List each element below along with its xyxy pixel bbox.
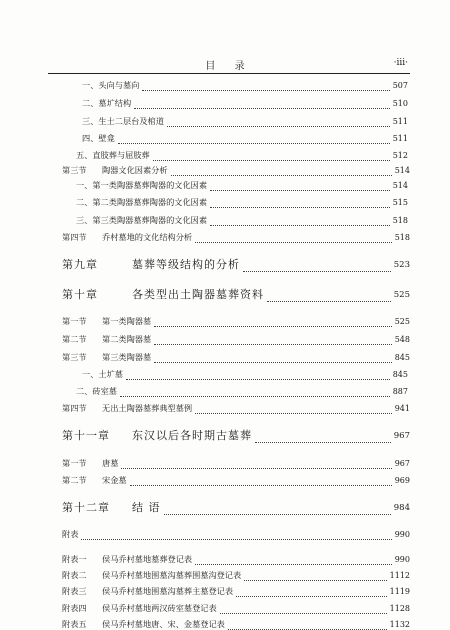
toc-entry-prefix: 附表四 (62, 603, 87, 613)
toc-entry-label (62, 403, 192, 414)
toc-leader-dots (244, 573, 386, 581)
toc-entry-title: 陶器文化因素分析 (102, 165, 168, 175)
toc-entry-page: 990 (394, 555, 410, 564)
toc-entry (76, 180, 408, 191)
toc-leader-dots (118, 136, 390, 144)
toc-entry-title: 墓葬等级结构的分析 (132, 258, 240, 271)
toc-leader-dots (130, 478, 392, 486)
toc-entry-page: 887 (392, 387, 408, 396)
toc-entry-page: 511 (392, 117, 408, 126)
toc-entry-label (62, 570, 241, 581)
toc-entry-title: 唐墓 (102, 458, 119, 468)
toc-entry-page: 1112 (389, 571, 410, 580)
toc-entry-title: 各类型出土陶器墓葬资料 (132, 288, 264, 301)
toc-leader-dots (195, 557, 392, 565)
toc-leader-dots (171, 168, 392, 176)
toc-entry (82, 116, 408, 127)
toc-entry-title: 附表 (62, 529, 79, 539)
toc-entry-page: 512 (392, 151, 408, 160)
toc-leader-dots (154, 319, 392, 327)
toc-entry-label (62, 586, 233, 597)
toc-entry (62, 316, 410, 327)
toc-entry (62, 501, 410, 515)
toc-entry-title: 一、第一类陶器墓葬陶器的文化因素 (76, 180, 208, 190)
toc-leader-dots (236, 589, 387, 597)
toc-entry-prefix: 第三节 (62, 165, 87, 175)
toc-entry-page: 514 (392, 181, 408, 190)
toc-entry (62, 334, 410, 345)
toc-entry-label (62, 352, 151, 363)
toc-leader-dots (154, 355, 392, 363)
toc-entry-label (62, 458, 118, 469)
toc-entry-page: 969 (394, 476, 410, 485)
toc-entry-prefix: 第二节 (62, 334, 87, 344)
toc-entry (62, 619, 410, 630)
toc-leader-dots (134, 101, 390, 109)
toc-leader-dots (210, 218, 390, 226)
toc-entry-label (62, 619, 225, 630)
toc-entry-label (62, 334, 151, 345)
toc-entry (82, 133, 408, 144)
toc-entry-label (76, 180, 207, 191)
toc-entry (62, 352, 410, 363)
toc-entry (62, 586, 410, 597)
header-page-number: ·iii· (393, 58, 408, 68)
toc-entry-prefix: 第四节 (62, 403, 87, 413)
toc-entry-page: 518 (394, 233, 410, 242)
toc-entry-prefix: 第十章 (62, 288, 98, 301)
toc-entry-page: 967 (394, 459, 410, 468)
toc-entry-page: 507 (392, 81, 408, 90)
toc-entry-title: 乔村墓地的文化结构分析 (102, 232, 193, 242)
toc-entry (62, 554, 410, 565)
toc-entry-prefix: 第二节 (62, 475, 87, 485)
toc-entry-label (62, 501, 161, 515)
toc-entry (62, 232, 410, 243)
toc-entry (62, 288, 410, 302)
toc-leader-dots (267, 294, 391, 302)
toc-entry-page: 990 (394, 530, 410, 539)
toc-entry (62, 403, 410, 414)
toc-entry-prefix: 第一节 (62, 458, 87, 468)
toc-entry-title: 侯马乔村墓地两汉砖室墓登记表 (102, 603, 217, 613)
toc-entry-prefix: 附表五 (62, 619, 87, 629)
toc-entry-page: 941 (394, 404, 410, 413)
toc-entry-title: 二、墓圹结构 (82, 98, 132, 108)
toc-entry-label (62, 258, 240, 272)
toc-entry-page: 845 (392, 370, 408, 379)
toc-entry (76, 386, 408, 397)
toc-entry-title: 宋金墓 (102, 475, 127, 485)
toc-entry-label (82, 116, 164, 127)
toc-entry (62, 570, 410, 581)
toc-entry (82, 98, 408, 109)
toc-entry (62, 165, 410, 176)
toc-entry-title: 二、砖室墓 (76, 386, 117, 396)
toc-leader-dots (81, 532, 391, 540)
toc-leader-dots (220, 606, 387, 614)
toc-leader-dots (153, 153, 390, 161)
toc-entry-title: 东汉以后各时期古墓葬 (132, 429, 252, 442)
toc-entry-page: 523 (393, 260, 410, 270)
toc-entry-title: 侯马乔村墓地唐、宋、金墓登记表 (102, 619, 225, 629)
toc-entry-label (62, 232, 192, 243)
toc-entry-title: 三、第三类陶器墓葬陶器的文化因素 (76, 215, 208, 225)
toc-entry-prefix: 第四节 (62, 232, 87, 242)
toc-entry-label (82, 369, 123, 380)
toc-entry-page: 525 (393, 290, 410, 300)
toc-leader-dots (228, 622, 387, 630)
toc-entry-label (62, 475, 127, 486)
toc-entry (62, 529, 410, 540)
toc-entry (76, 197, 408, 208)
toc-entry (76, 215, 408, 226)
toc-entry-prefix: 附表一 (62, 554, 87, 564)
toc-entry-page: 967 (393, 431, 410, 441)
toc-entry-title: 第一类陶器墓 (102, 316, 152, 326)
toc-entry-title: 一、土圹墓 (82, 369, 123, 379)
toc-leader-dots (195, 235, 392, 243)
toc-entry-page: 548 (394, 335, 410, 344)
toc-entry-page: 1128 (389, 604, 410, 613)
toc-entry-prefix: 第一节 (62, 316, 87, 326)
toc-entry-label (82, 98, 131, 109)
toc-leader-dots (154, 337, 392, 345)
toc-entry-prefix: 第十二章 (62, 501, 110, 514)
toc-entry-prefix: 第十一章 (62, 429, 110, 442)
toc-entry (62, 475, 410, 486)
toc-entry-title: 五、直肢葬与屈肢葬 (76, 150, 150, 160)
toc-entry-label (76, 197, 207, 208)
toc-entry-title: 结 语 (132, 501, 161, 514)
toc-entry-label (62, 165, 168, 176)
toc-entry-label (62, 603, 217, 614)
toc-leader-dots (195, 406, 392, 414)
toc-entry-page: 514 (394, 166, 410, 175)
toc-entry (76, 150, 408, 161)
toc-entry (62, 258, 410, 272)
toc-entry-label (76, 215, 207, 226)
toc-entry-title: 侯马乔村墓地墓葬登记表 (102, 554, 193, 564)
toc-entry-prefix: 第九章 (62, 258, 98, 271)
toc-entry (62, 603, 410, 614)
toc-entry-title: 第三类陶器墓 (102, 352, 152, 362)
toc-entry-label (62, 429, 252, 443)
toc-leader-dots (255, 435, 391, 443)
toc-entry-page: 1119 (389, 587, 410, 596)
toc-entry-prefix: 第三节 (62, 352, 87, 362)
toc-entry-page: 515 (392, 198, 408, 207)
toc-entry-label (62, 554, 192, 565)
toc-entry-title: 一、头向与墓向 (82, 80, 140, 90)
toc-entry-title: 二、第二类陶器墓葬陶器的文化因素 (76, 197, 208, 207)
toc-entry-page: 1132 (389, 620, 410, 629)
toc-entry-page: 525 (394, 317, 410, 326)
toc-entry-prefix: 附表二 (62, 570, 87, 580)
toc-entry-page: 511 (392, 134, 408, 143)
toc-entry (62, 429, 410, 443)
toc-entry-page: 510 (392, 99, 408, 108)
toc-entry-label (62, 316, 151, 327)
toc-entry (82, 80, 408, 91)
toc-leader-dots (167, 119, 390, 127)
toc-entry-label (82, 133, 115, 144)
header-title: 目 录 (205, 61, 253, 72)
toc-entry-title: 第二类陶器墓 (102, 334, 152, 344)
toc-leader-dots (210, 200, 390, 208)
toc-entry-page: 518 (392, 216, 408, 225)
toc-leader-dots (243, 264, 391, 272)
toc-entry-title: 侯马乔村墓地围墓沟墓葬围墓沟登记表 (102, 570, 242, 580)
toc-entry-title: 侯马乔村墓地围墓沟墓葬主墓登记表 (102, 586, 234, 596)
toc-entry-title: 三、生土二层台及棺道 (82, 116, 164, 126)
toc-entry (62, 458, 410, 469)
toc-leader-dots (142, 83, 389, 91)
toc-entry-page: 845 (394, 353, 410, 362)
toc-entry-label (76, 386, 117, 397)
toc-leader-dots (164, 507, 391, 515)
toc-entry-label (62, 529, 78, 540)
toc-entry-label (76, 150, 150, 161)
toc-leader-dots (210, 183, 390, 191)
toc-leader-dots (121, 461, 391, 469)
toc-entry-label (62, 288, 264, 302)
toc-entry (82, 369, 408, 380)
toc-entry-prefix: 附表三 (62, 586, 87, 596)
toc-entry-title: 四、壁龛 (82, 133, 115, 143)
toc-entry-page: 984 (393, 503, 410, 513)
toc-leader-dots (126, 372, 390, 380)
toc-entry-label (82, 80, 139, 91)
toc-leader-dots (120, 389, 390, 397)
toc-entry-title: 无出土陶器墓葬典型墓例 (102, 403, 193, 413)
